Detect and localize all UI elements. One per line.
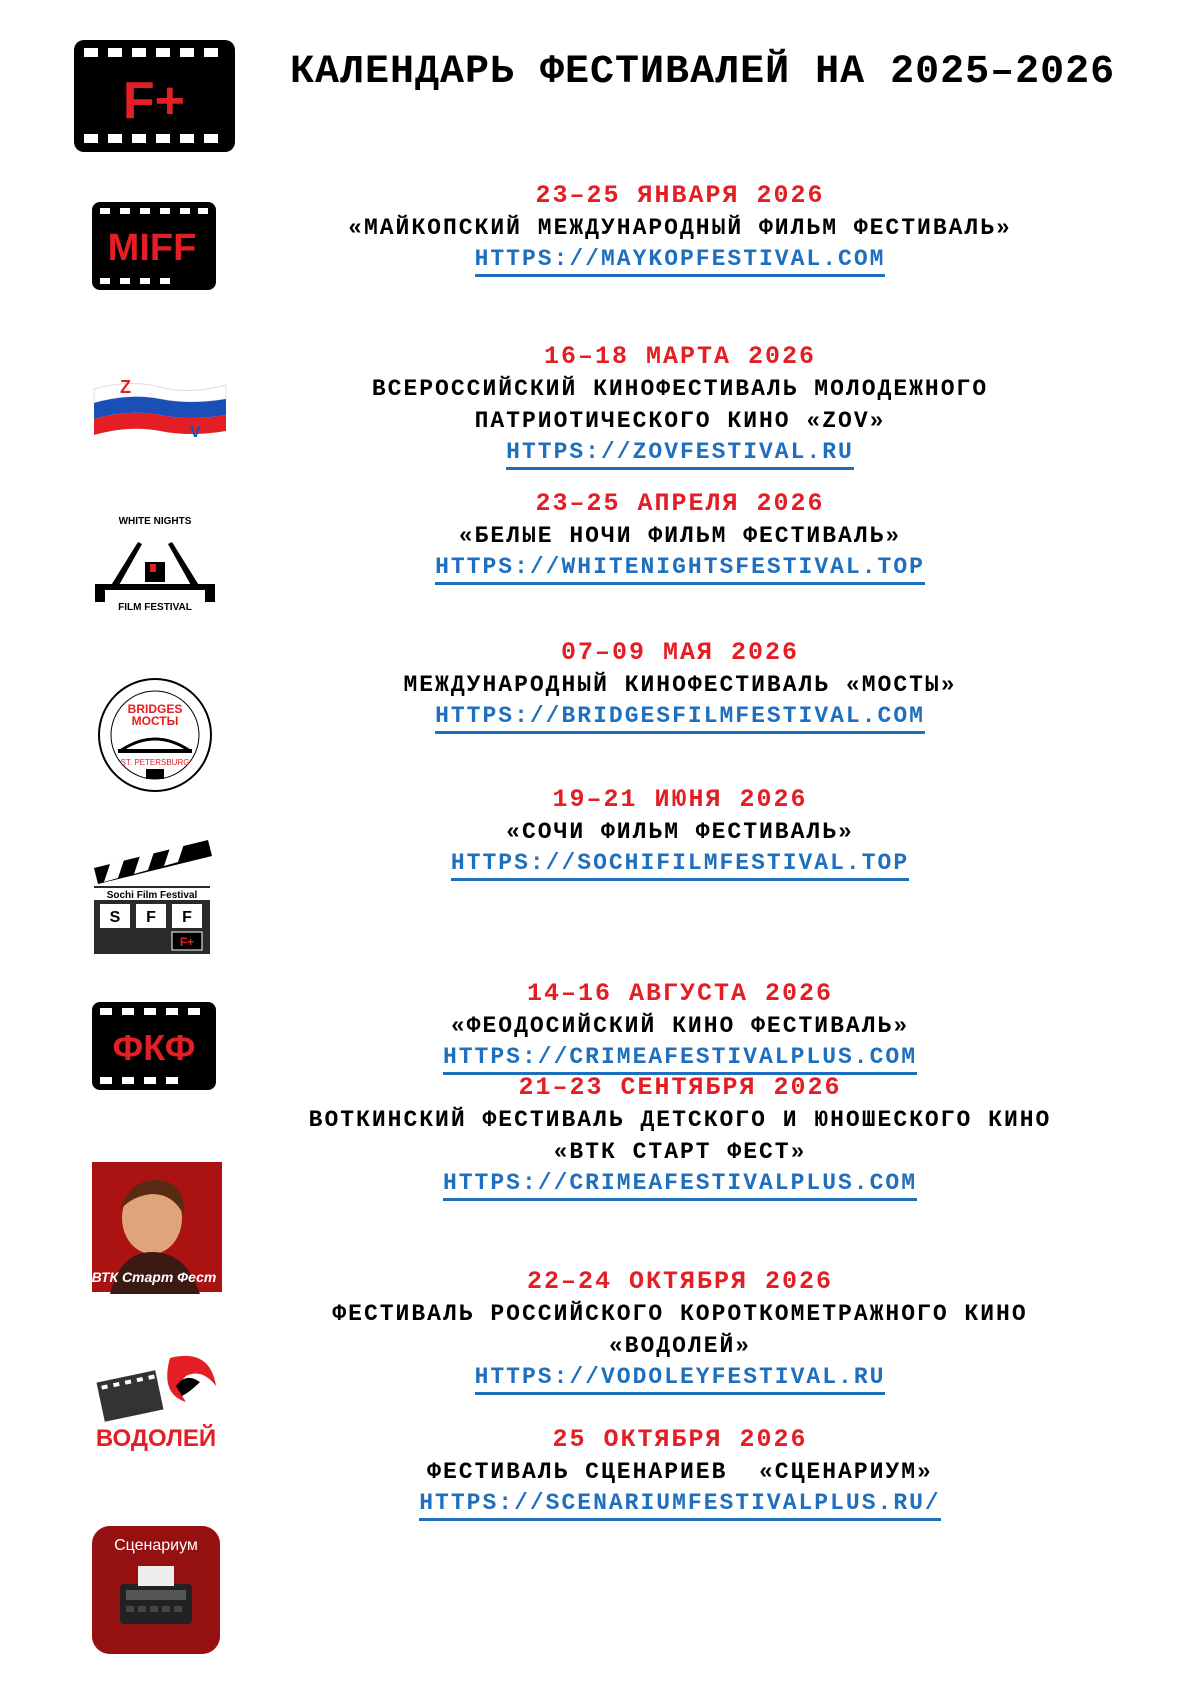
festival-link[interactable]: HTTPS://CRIMEAFESTIVALPLUS.COM bbox=[443, 1042, 917, 1075]
festival-link[interactable]: HTTPS://MAYKOPFESTIVAL.COM bbox=[475, 244, 886, 277]
f-plus-text: F+ bbox=[122, 72, 186, 130]
festival-link[interactable]: HTTPS://WHITENIGHTSFESTIVAL.TOP bbox=[435, 552, 925, 585]
svg-text:МОСТЫ: МОСТЫ bbox=[131, 714, 179, 728]
f-plus-logo bbox=[72, 38, 237, 154]
festival-name: ФЕСТИВАЛЬ СЦЕНАРИЕВ «СЦЕНАРИУМ» bbox=[427, 1459, 933, 1485]
festival-name-line-1: ФЕСТИВАЛЬ РОССИЙСКОГО КОРОТКОМЕТРАЖНОГО КИНО bbox=[332, 1301, 1028, 1327]
svg-text:Z: Z bbox=[120, 377, 131, 397]
svg-text:F: F bbox=[146, 909, 156, 926]
festival-link[interactable]: HTTPS://ZOVFESTIVAL.RU bbox=[506, 437, 854, 470]
fkf-logo bbox=[90, 1000, 220, 1097]
svg-text:F+: F+ bbox=[179, 935, 195, 949]
svg-text:O: O bbox=[140, 396, 153, 413]
festival-name: «СОЧИ ФИЛЬМ ФЕСТИВАЛЬ» bbox=[506, 819, 854, 845]
festival-date: 16–18 МАРТА 2026 bbox=[543, 342, 817, 371]
svg-text:ST. PETERSBURG: ST. PETERSBURG bbox=[120, 758, 190, 767]
festival-name-line-1: ВСЕРОССИЙСКИЙ КИНОФЕСТИВАЛЬ МОЛОДЕЖНОГО bbox=[371, 376, 989, 402]
festival-name: МЕЖДУНАРОДНЫЙ КИНОФЕСТИВАЛЬ «МОСТЫ» bbox=[403, 672, 957, 698]
vodoley-logo bbox=[90, 1346, 220, 1463]
festival-name: «БЕЛЫЕ НОЧИ ФИЛЬМ ФЕСТИВАЛЬ» bbox=[458, 523, 902, 549]
white-nights-logo bbox=[90, 512, 220, 617]
festival-date: 23–25 АПРЕЛЯ 2026 bbox=[535, 489, 825, 518]
festival-date: 07–09 МАЯ 2026 bbox=[560, 638, 800, 667]
clapperboard-logo bbox=[90, 834, 220, 961]
page-title: КАЛЕНДАРЬ ФЕСТИВАЛЕЙ НА 2025–2026 bbox=[290, 50, 1116, 95]
festival-date: 25 ОКТЯБРЯ 2026 bbox=[552, 1425, 808, 1454]
festival-name-line-2: «ВТК СТАРТ ФЕСТ» bbox=[553, 1139, 807, 1165]
festival-link[interactable]: HTTPS://SCENARIUMFESTIVALPLUS.RU/ bbox=[419, 1488, 940, 1521]
festival-date: 19–21 ИЮНЯ 2026 bbox=[552, 785, 808, 814]
festival-name-line-2: ПАТРИОТИЧЕСКОГО КИНО «ZOV» bbox=[474, 408, 886, 434]
svg-text:Sochi Film Festival: Sochi Film Festival bbox=[106, 890, 198, 901]
svg-text:ФКФ: ФКФ bbox=[112, 1027, 196, 1068]
festival-name-line-2: «ВОДОЛЕЙ» bbox=[608, 1333, 752, 1359]
svg-text:WHITE NIGHTS: WHITE NIGHTS bbox=[118, 516, 192, 527]
festival-name-line-1: ВОТКИНСКИЙ ФЕСТИВАЛЬ ДЕТСКОГО И ЮНОШЕСКОГО КИНО bbox=[308, 1107, 1052, 1133]
festival-date: 22–24 ОКТЯБРЯ 2026 bbox=[526, 1267, 834, 1296]
svg-text:ВТК Старт Фест: ВТК Старт Фест bbox=[91, 1269, 217, 1285]
scenarium-logo bbox=[90, 1524, 220, 1661]
festival-name: «ФЕОДОСИЙСКИЙ КИНО ФЕСТИВАЛЬ» bbox=[450, 1013, 910, 1039]
festival-link[interactable]: HTTPS://VODOLEYFESTIVAL.RU bbox=[475, 1362, 886, 1395]
svg-text:FILM FESTIVAL: FILM FESTIVAL bbox=[118, 602, 192, 612]
miff-logo bbox=[90, 200, 220, 297]
svg-text:ВОДОЛЕЙ: ВОДОЛЕЙ bbox=[95, 1425, 217, 1452]
festival-date: 21–23 СЕНТЯБРЯ 2026 bbox=[518, 1073, 842, 1102]
zov-flag-logo bbox=[90, 359, 220, 446]
festival-link[interactable]: HTTPS://CRIMEAFESTIVALPLUS.COM bbox=[443, 1168, 917, 1201]
festival-date: 14–16 АВГУСТА 2026 bbox=[526, 979, 834, 1008]
svg-text:S: S bbox=[109, 909, 121, 926]
svg-text:MIFF: MIFF bbox=[107, 227, 197, 269]
vtk-start-fest-logo bbox=[90, 1160, 220, 1299]
bridges-logo bbox=[90, 675, 220, 800]
festival-link[interactable]: HTTPS://BRIDGESFILMFESTIVAL.COM bbox=[435, 701, 925, 734]
svg-text:BRIDGES: BRIDGES bbox=[127, 702, 183, 716]
svg-text:Сценариум: Сценариум bbox=[114, 1537, 198, 1554]
svg-text:F: F bbox=[182, 909, 192, 926]
festival-date: 23–25 ЯНВАРЯ 2026 bbox=[535, 181, 825, 210]
festival-name: «МАЙКОПСКИЙ МЕЖДУНАРОДНЫЙ ФИЛЬМ ФЕСТИВАЛЬ» bbox=[348, 215, 1012, 241]
svg-text:V: V bbox=[190, 424, 201, 441]
festival-link[interactable]: HTTPS://SOCHIFILMFESTIVAL.TOP bbox=[451, 848, 909, 881]
